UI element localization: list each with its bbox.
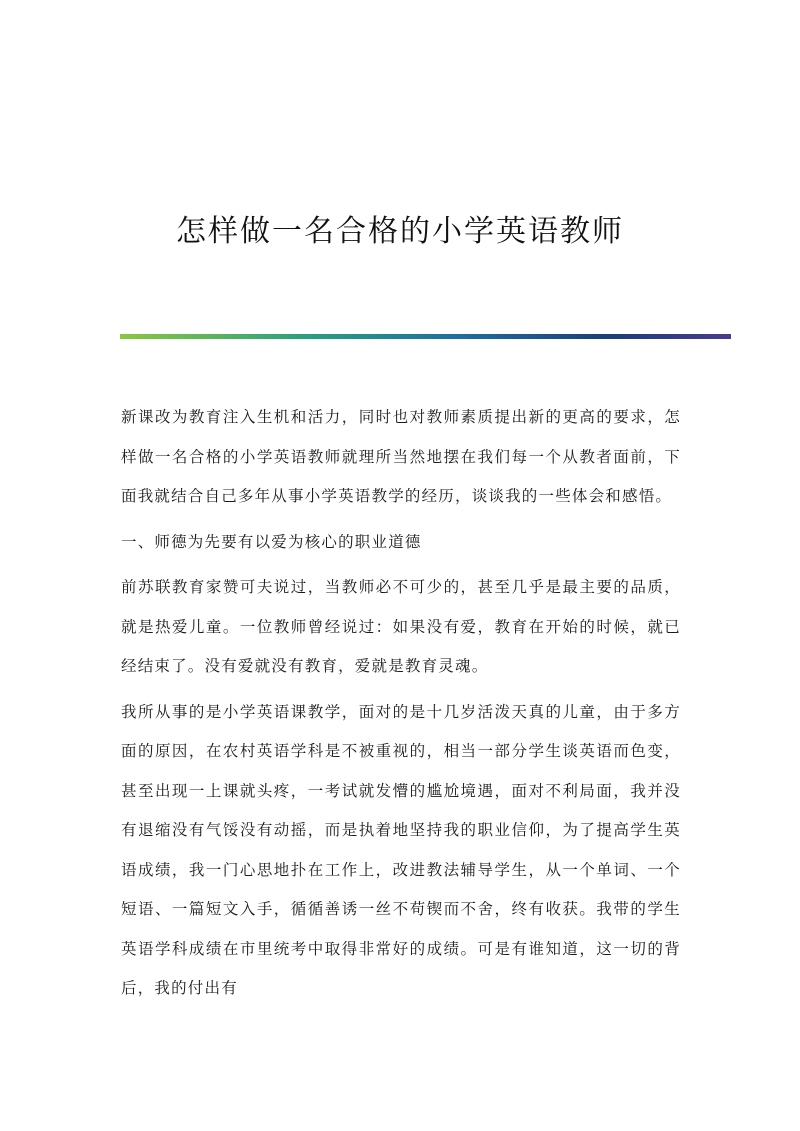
document-title: 怎样做一名合格的小学英语教师 (176, 214, 624, 250)
paragraph-experience: 我所从事的是小学英语课教学，面对的是十几岁活泼天真的儿童，由于多方面的原因，在农村英语学科是不被重视的，相当一部分学生谈英语而色变，甚至出现一上课就头疼，一考试就发懵的尴尬境遇，面对不利局面，我并没有退缩没有气馁没有动摇，而是执着地坚持我的职业信仰，为了提高学生英语成绩，我一门心思地扑在工作上，改进教法辅导学生，从一个单词、一个短语、一篇短文入手，循循善诱一丝不苟锲而不舍，终有收获。我带的学生英语学科成绩在市里统考中取得非常好的成绩。可是有谁知道，这一切的背后，我的付出有 (121, 702, 681, 997)
document-body (121, 398, 681, 1009)
title-divider (120, 334, 731, 339)
paragraph-intro: 新课改为教育注入生机和活力，同时也对教师素质提出新的更高的要求，怎样做一名合格的小学英语教师就理所当然地摆在我们每一个从教者面前，下面我就结合自己多年从事小学英语教学的经历，谈谈我的一些体会和感悟。 (121, 408, 681, 505)
paragraph-quote: 前苏联教育家赞可夫说过，当教师必不可少的，甚至几乎是最主要的品质，就是热爱儿童。一位教师曾经说过：如果没有爱，教育在开始的时候，就已经结束了。没有爱就没有教育，爱就是教育灵魂。 (121, 578, 681, 675)
section-heading: 一、师德为先要有以爱为核心的职业道德 (121, 532, 422, 551)
